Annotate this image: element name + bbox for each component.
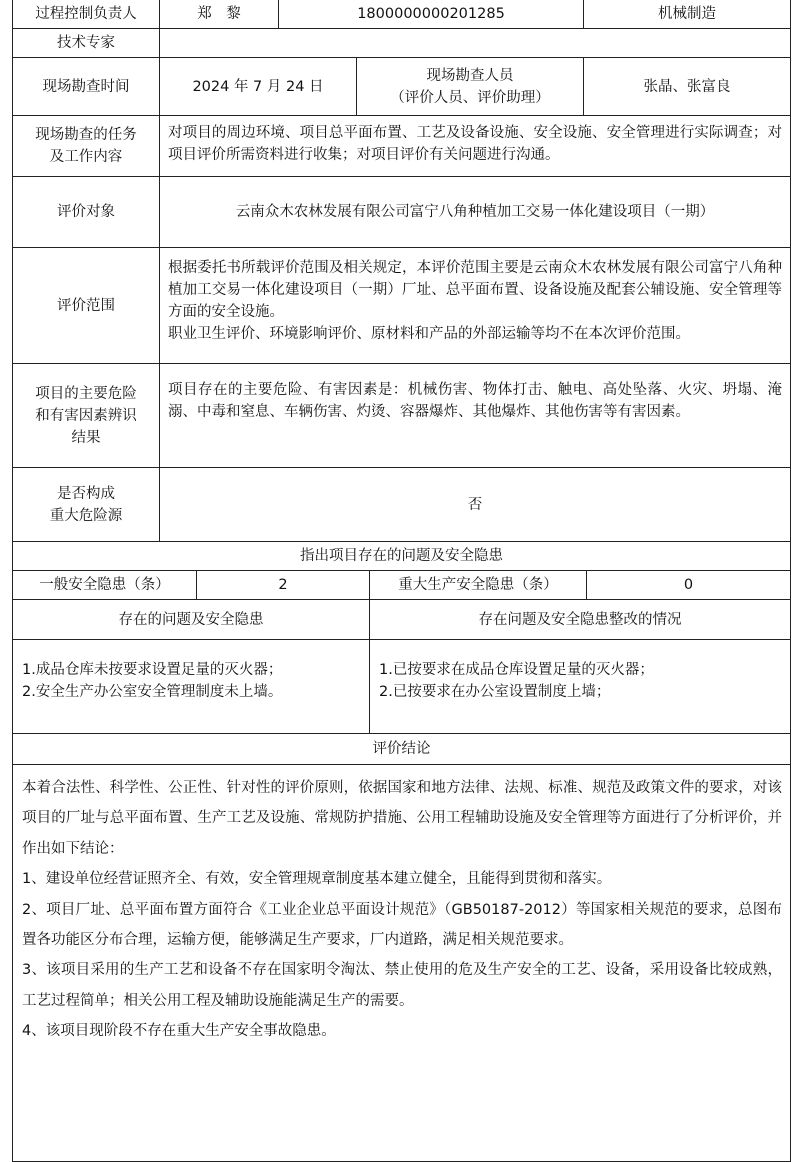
hazard-label-line1: 项目的主要危险 [35, 385, 137, 402]
conclusion-paragraph: 1、建设单位经营证照齐全、有效，安全管理规章制度基本建立健全，且能得到贯彻和落实。 [22, 871, 612, 888]
responsible-person-field: 机械制造 [583, 0, 791, 29]
survey-staff-label-line1: 现场勘查人员 [426, 67, 514, 84]
rectification-column-header: 存在问题及安全隐患整改的情况 [369, 599, 791, 640]
problems-column-header: 存在的问题及安全隐患 [12, 599, 370, 640]
major-hazard-count: 0 [586, 570, 791, 600]
issues-section-title: 指出项目存在的问题及安全隐患 [12, 541, 791, 571]
responsible-person-label: 过程控制负责人 [12, 0, 160, 29]
evaluation-scope-paragraph-1: 根据委托书所载评价范围及相关规定，本评价范围主要是云南众木农林发展有限公司富宁八角种植加工交易一体化建设项目（一期）厂址、总平面布置、设备设施及配套公辅设施、安全管理等方面的安全设施。 [168, 260, 782, 320]
survey-task-label-line1: 现场勘查的任务 [35, 127, 137, 143]
hazard-identification-text [159, 363, 791, 468]
hazard-label-line2: 和有害因素辨识 [35, 407, 137, 424]
rectification-item: 1.已按要求在成品仓库设置足量的灭火器； [379, 662, 654, 678]
evaluation-target-label: 评价对象 [12, 176, 160, 248]
hazard-identification-label [12, 363, 160, 468]
technical-expert-label: 技术专家 [12, 28, 160, 58]
technical-expert-value [159, 28, 791, 58]
evaluation-scope-paragraph-2: 职业卫生评价、环境影响评价、原材料和产品的外部运输等均不在本次评价范围。 [168, 326, 690, 342]
conclusion-paragraph: 4、该项目现阶段不存在重大生产安全事故隐患。 [22, 1023, 336, 1040]
conclusion-body [12, 764, 791, 1162]
problem-item: 1.成品仓库未按要求设置足量的灭火器； [22, 662, 283, 678]
conclusion-paragraph: 3、该项目采用的生产工艺和设备不存在国家明令淘汰、禁止使用的危及生产安全的工艺、设备，采用设备比较成熟，工艺过程简单；相关公用工程及辅助设施能满足生产的需要。 [22, 962, 782, 1009]
evaluation-scope-text [159, 247, 791, 364]
survey-staff-label [356, 57, 584, 116]
survey-task-label-line2: 及工作内容 [49, 149, 123, 165]
survey-task-paragraph: 对项目的周边环境、项目总平面布置、工艺及设备设施、安全设施、安全管理进行实际调查；对项目评价所需资料进行收集；对项目评价有关问题进行沟通。 [168, 125, 782, 163]
survey-task-label [12, 115, 160, 177]
responsible-person-name: 郑 黎 [159, 0, 279, 29]
conclusion-paragraph: 2、项目厂址、总平面布置方面符合《工业企业总平面设计规范》（GB50187-2012）等国家相关规范的要求，总图布置各功能区分布合理，运输方便，能够满足生产要求，厂内道路，满足相关规范要求。 [22, 901, 782, 949]
rectification-list [369, 639, 791, 734]
survey-task-text [159, 115, 791, 177]
responsible-person-id: 1800000000201285 [278, 0, 584, 29]
major-hazard-label-line2: 重大危险源 [49, 507, 123, 524]
major-hazard-source-label [12, 467, 160, 542]
rectification-item: 2.已按要求在办公室设置制度上墙； [379, 684, 611, 700]
hazard-paragraph: 项目存在的主要危险、有害因素是：机械伤害、物体打击、触电、高处坠落、火灾、坍塌、淹溺、中毒和窒息、车辆伤害、灼烫、容器爆炸、其他爆炸、其他伤害等有害因素。 [168, 382, 782, 420]
conclusion-paragraph: 本着合法性、科学性、公正性、针对性的评价原则，依据国家和地方法律、法规、标准、规范及政策文件的要求，对该项目的厂址与总平面布置、生产工艺及设施、常规防护措施、公用工程辅助设施及安全管理等方面进行了分析评价，并作出如下结论： [22, 780, 782, 857]
survey-time-value: 2024 年 7 月 24 日 [159, 57, 357, 116]
hazard-label-line3: 结果 [71, 429, 101, 446]
evaluation-report-table [12, 0, 791, 1157]
general-hazard-count-label: 一般安全隐患（条） [12, 570, 197, 600]
survey-staff-value: 张晶、张富良 [583, 57, 791, 116]
general-hazard-count: 2 [196, 570, 370, 600]
evaluation-scope-label: 评价范围 [12, 247, 160, 364]
conclusion-title: 评价结论 [12, 733, 791, 765]
problems-list [12, 639, 370, 734]
major-hazard-count-label: 重大生产安全隐患（条） [369, 570, 587, 600]
problem-item: 2.安全生产办公室安全管理制度未上墙。 [22, 684, 283, 700]
major-hazard-label-line1: 是否构成 [57, 485, 115, 502]
major-hazard-source-value: 否 [159, 467, 791, 542]
evaluation-target-value: 云南众木农林发展有限公司富宁八角种植加工交易一体化建设项目（一期） [159, 176, 791, 248]
survey-staff-label-line2: （评价人员、评价助理） [390, 89, 550, 106]
survey-time-label: 现场勘查时间 [12, 57, 160, 116]
